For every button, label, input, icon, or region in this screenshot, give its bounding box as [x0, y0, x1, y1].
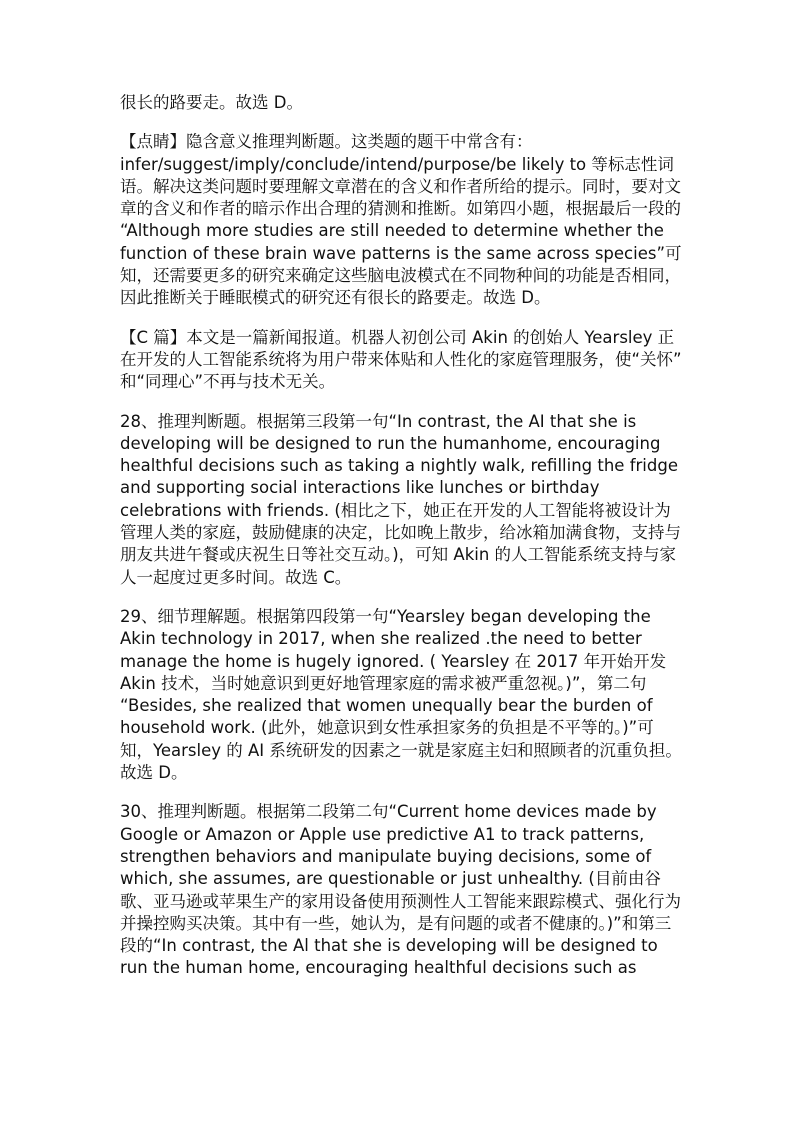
text-line: which, she assumes, are questionable or just unhealthy. (目前由谷 [120, 869, 661, 889]
paragraph-q30 [120, 801, 681, 979]
text-line: 知，Yearsley 的 AI 系统研发的因素之一就是家庭主妇和照顾者的沉重负担。 [120, 740, 682, 760]
text-line: run the human home, encouraging healthful decisions such as [120, 958, 637, 978]
text-line: 并操控购买决策。其中有一些，她认为，是有问题的或者不健康的。)”和第三 [120, 913, 672, 933]
document-body [120, 92, 682, 980]
text-line: 和“同理心”不再与技术无关。 [120, 372, 336, 392]
text-line: 【C 篇】本文是一篇新闻报道。机器人初创公司 Akin 的创始人 Yearsley 正 [120, 327, 675, 347]
text-line: and supporting social interactions like lunches or birthday [120, 478, 600, 498]
text-line: 管理人类的家庭，鼓励健康的决定，比如晚上散步，给冰箱加满食物，支持与 [120, 523, 681, 543]
paragraph-continuation [120, 92, 676, 114]
text-line: “Although more studies are still needed to determine whether the [120, 221, 664, 241]
paragraph-dianjing [120, 131, 682, 309]
text-line: developing will be designed to run the humanhome, encouraging [120, 433, 661, 453]
text-line: Akin technology in 2017, when she realized .the need to better [120, 629, 642, 649]
text-line: strengthen behaviors and manipulate buying decisions, some of [120, 846, 652, 866]
paragraph-c-pian [120, 327, 682, 394]
text-line: 28、推理判断题。根据第三段第一句“In contrast, the AI that she is [120, 411, 637, 431]
text-line: 【点睛】隐含意义推理判断题。这类题的题干中常含有： [120, 132, 533, 152]
text-line: 30、推理判断题。根据第二段第二句“Current home devices made by [120, 802, 657, 822]
paragraph-q29 [120, 606, 682, 784]
text-line: 因此推断关于睡眠模式的研究还有很长的路要走。故选 D。 [120, 288, 551, 308]
text-line: “Besides, she realized that women unequally bear the burden of [120, 696, 653, 716]
text-line: 歌、亚马逊或苹果生产的家用设备使用预测性人工智能来跟踪模式、强化行为 [120, 891, 681, 911]
text-line: infer/suggest/imply/conclude/intend/purpose/be likely to 等标志性词 [120, 154, 674, 174]
text-line: Akin 技术，当时她意识到更好地管理家庭的需求被严重忽视。)”，第二句 [120, 673, 647, 693]
paragraph-q28 [120, 411, 681, 589]
text-line: 朋友共进午餐或庆祝生日等社交互动。)，可知 Akin 的人工智能系统支持与家 [120, 545, 677, 565]
text-line: 语。解决这类问题时要理解文章潜在的含义和作者所给的提示。同时，要对文 [120, 176, 681, 196]
text-line: function of these brain wave patterns is the same across species”可 [120, 243, 682, 263]
text-line: 段的“In contrast, the Al that she is developing will be designed to [120, 936, 658, 956]
text-line: household work. (此外，她意识到女性承担家务的负担是不平等的。)”可 [120, 718, 654, 738]
text-line: manage the home is hugely ignored. ( Yearsley 在 2017 年开始开发 [120, 651, 667, 671]
text-line: 故选 D。 [120, 763, 188, 783]
text-line: celebrations with friends. (相比之下，她正在开发的人工智能将被设计为 [120, 500, 671, 520]
text-line: Google or Amazon or Apple use predictive A1 to track patterns, [120, 824, 645, 844]
text-line: 29、细节理解题。根据第四段第一句“Yearsley began developing the [120, 606, 651, 626]
text-line: healthful decisions such as taking a nightly walk, refilling the fridge [120, 456, 678, 476]
text-line: 很长的路要走。故选 D。 [120, 93, 303, 112]
text-line: 人一起度过更多时间。故选 C。 [120, 567, 352, 587]
text-line: 在开发的人工智能系统将为用户带来体贴和人性化的家庭管理服务，使“关怀” [120, 349, 682, 369]
text-line: 知，还需要更多的研究来确定这些脑电波模式在不同物种间的功能是否相同， [120, 266, 681, 286]
text-line: 章的含义和作者的暗示作出合理的猜测和推断。如第四小题，根据最后一段的 [120, 199, 681, 219]
